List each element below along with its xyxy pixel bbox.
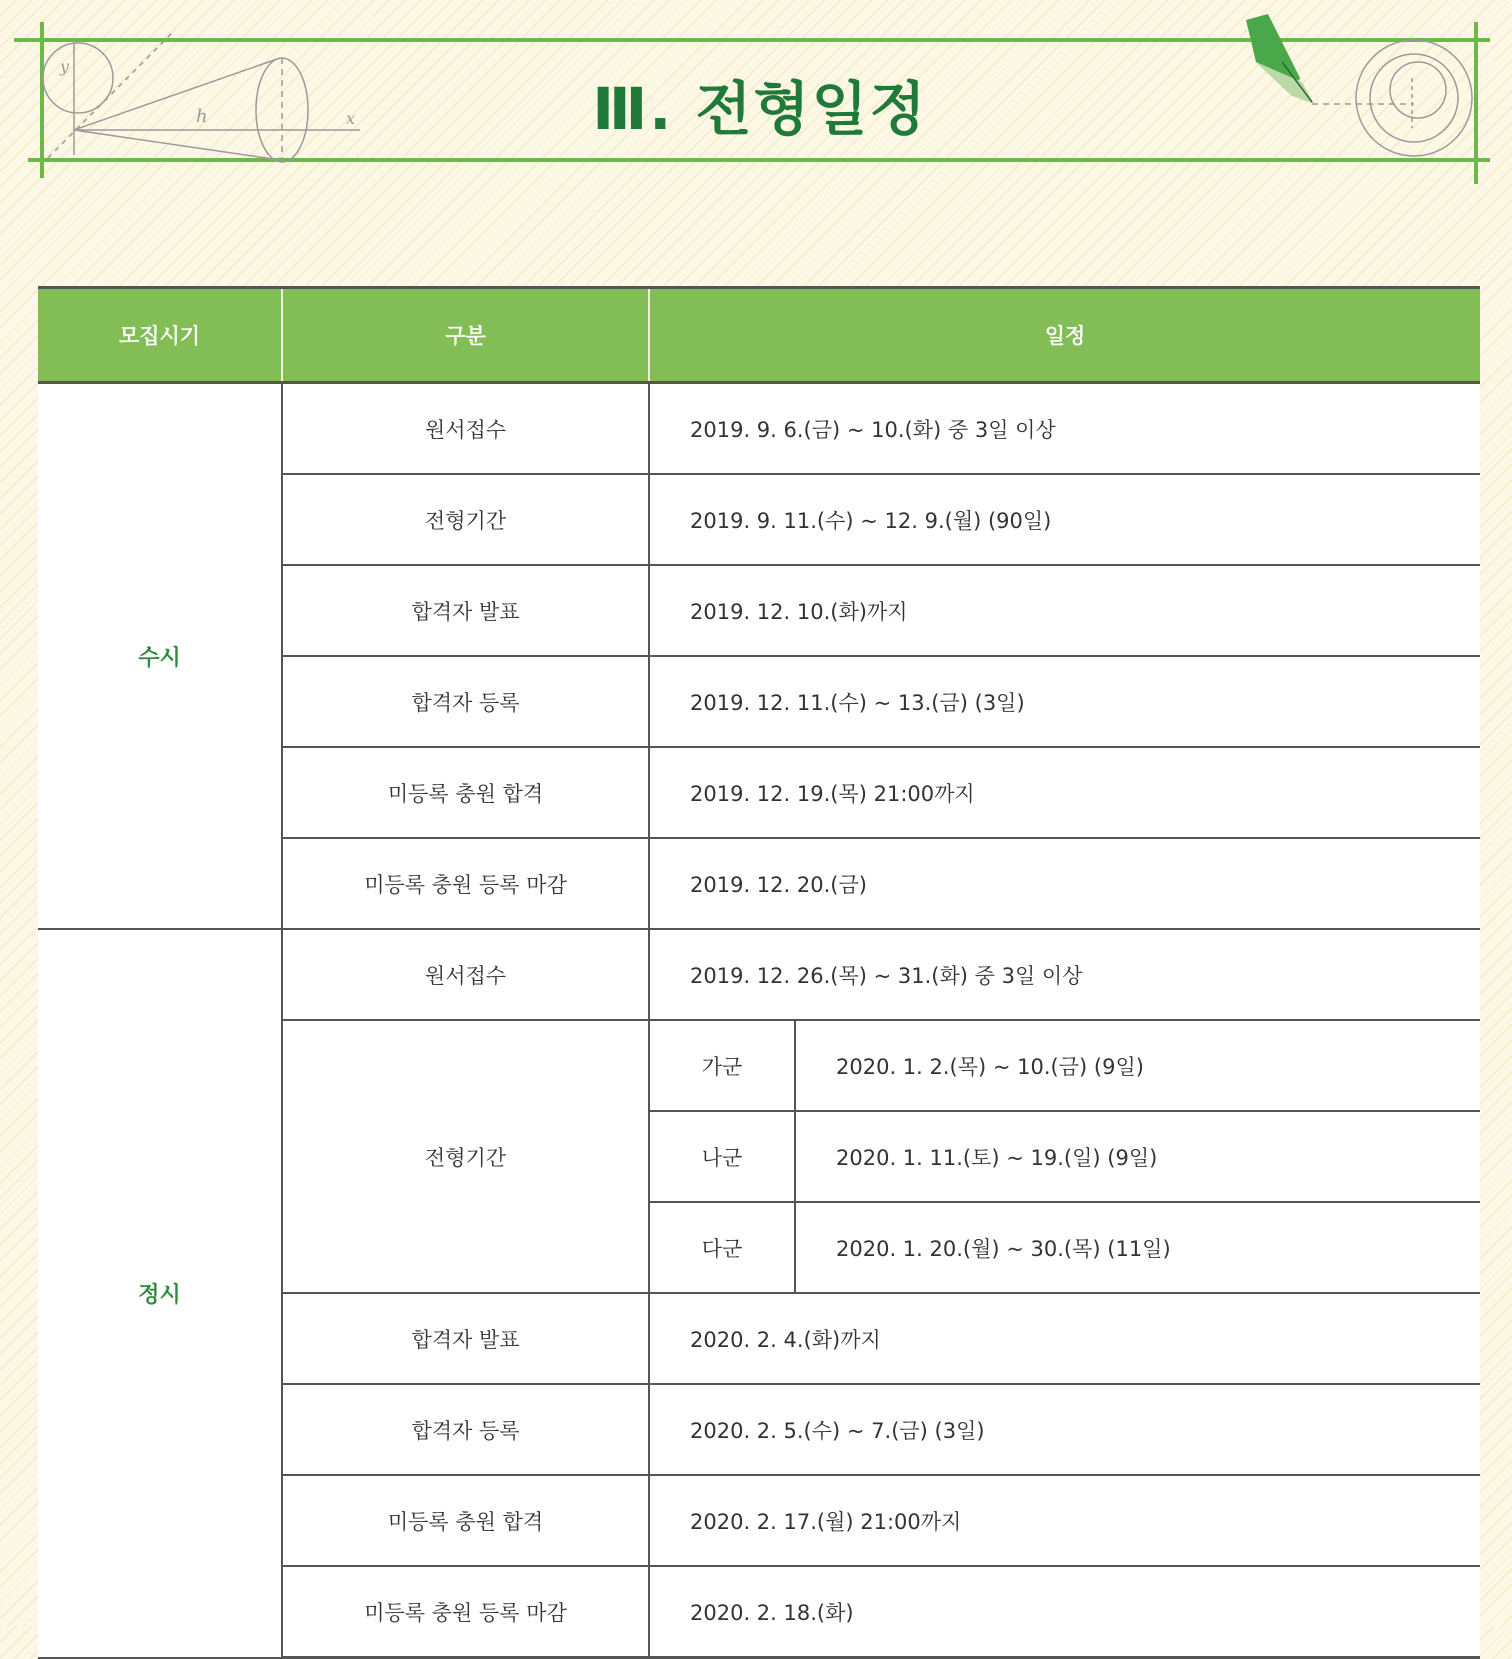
header-category: 구분 — [282, 288, 649, 383]
schedule-cell: 2019. 12. 10.(화)까지 — [649, 565, 1480, 656]
schedule-cell: 2020. 2. 4.(화)까지 — [649, 1293, 1480, 1384]
schedule-cell: 2020. 1. 20.(월) ~ 30.(목) (11일) — [795, 1202, 1480, 1293]
period-susi: 수시 — [38, 383, 282, 930]
schedule-cell: 2019. 12. 19.(목) 21:00까지 — [649, 747, 1480, 838]
schedule-cell: 2019. 12. 26.(목) ~ 31.(화) 중 3일 이상 — [649, 929, 1480, 1020]
schedule-cell: 2020. 2. 18.(화) — [649, 1566, 1480, 1658]
header-schedule: 일정 — [649, 288, 1480, 383]
category-cell: 원서접수 — [282, 929, 649, 1020]
category-cell: 합격자 발표 — [282, 1293, 649, 1384]
period-jeongsi: 정시 — [38, 929, 282, 1658]
schedule-table — [38, 286, 1480, 1659]
title-banner — [0, 0, 1512, 200]
category-cell: 합격자 등록 — [282, 656, 649, 747]
table-header-row — [38, 288, 1480, 383]
table-row — [38, 929, 1480, 1020]
schedule-cell: 2019. 12. 11.(수) ~ 13.(금) (3일) — [649, 656, 1480, 747]
header-period: 모집시기 — [38, 288, 282, 383]
group-cell: 나군 — [649, 1111, 795, 1202]
pen-icon — [1246, 14, 1314, 104]
category-cell: 미등록 충원 등록 마감 — [282, 838, 649, 929]
category-cell-screening: 전형기간 — [282, 1020, 649, 1293]
schedule-table-wrapper — [38, 286, 1480, 1659]
schedule-cell: 2019. 12. 20.(금) — [649, 838, 1480, 929]
schedule-cell: 2019. 9. 6.(금) ~ 10.(화) 중 3일 이상 — [649, 383, 1480, 475]
category-cell: 합격자 발표 — [282, 565, 649, 656]
schedule-cell: 2019. 9. 11.(수) ~ 12. 9.(월) (90일) — [649, 474, 1480, 565]
svg-text:y: y — [60, 57, 70, 76]
math-sketch-right — [1312, 40, 1472, 156]
category-cell: 미등록 충원 합격 — [282, 1475, 649, 1566]
page-title: Ⅲ. 전형일정 — [592, 75, 928, 143]
schedule-cell: 2020. 2. 5.(수) ~ 7.(금) (3일) — [649, 1384, 1480, 1475]
category-cell: 합격자 등록 — [282, 1384, 649, 1475]
schedule-cell: 2020. 2. 17.(월) 21:00까지 — [649, 1475, 1480, 1566]
table-row — [38, 383, 1480, 475]
svg-text:h: h — [196, 106, 208, 127]
group-cell: 다군 — [649, 1202, 795, 1293]
svg-text:x: x — [346, 109, 356, 128]
category-cell: 전형기간 — [282, 474, 649, 565]
math-sketch-left — [43, 30, 360, 162]
schedule-cell: 2020. 1. 2.(목) ~ 10.(금) (9일) — [795, 1020, 1480, 1111]
schedule-cell: 2020. 1. 11.(토) ~ 19.(일) (9일) — [795, 1111, 1480, 1202]
category-cell: 원서접수 — [282, 383, 649, 475]
group-cell: 가군 — [649, 1020, 795, 1111]
category-cell: 미등록 충원 등록 마감 — [282, 1566, 649, 1658]
category-cell: 미등록 충원 합격 — [282, 747, 649, 838]
